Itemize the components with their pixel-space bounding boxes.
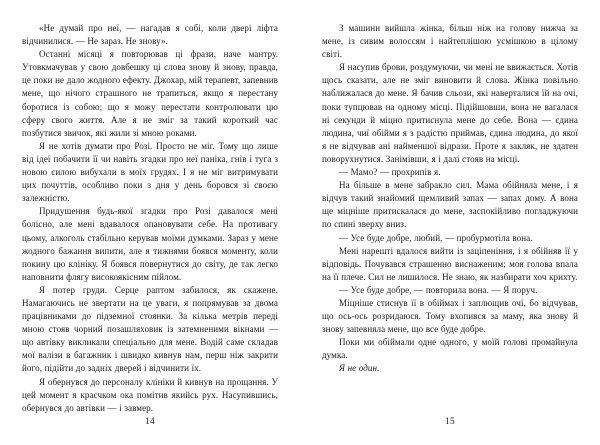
paragraph: «Не думай про неї, — нагадав я собі, коли двері ліфта відчинилися. — Не зараз. Не знову». bbox=[22, 23, 278, 47]
paragraph-dialogue: — Усе буде добре, любий, — пробурмотіла вона. bbox=[339, 232, 533, 243]
paragraph: На більше в мене забракло сил. Мама обійняла мене, і я відчув такий знайомий щемливий запах — запах дому. А вона ще міцніше притискалася до мене, заспокійливо погладжуючи по спині зверху вниз. bbox=[322, 180, 578, 230]
paragraph: Останні місяці я повторював ці фрази, наче мантру. Утовкмачував у свою довбешку ці слова знову й знову, правда, це поки не дало жодного ефекту. Джохар, мій терапевт, запевнив мене, що нічого страшного не трапиться, якщо я перестану боротися із собою; що я можу перестати контролювати цю сферу свого життя. Але я не зміг за такий короткий час позбутися звичок, які жили зі мною роками. bbox=[22, 49, 278, 138]
paragraph: Я потер груди. Серце раптом забилося, як скажене. Намагаючись не звертати на це уваги, я попрямував за двома працівниками до підземної стоянки. За кілька метрів переді мною стояв чорний позашляховик із затемненими вікнами — що автівку викликали спеціально для мене. Водій саме складав мої валізи в багажник і швидко кивнув нам, перш ніж закрити його, підійти до задніх дверей і відчинити їх. bbox=[22, 284, 278, 374]
paragraph: Мені нарешті вдалося вийти із заціпеніння, і я обійняв її у відповідь. Почувався страшенно виснаженим; моя голова впала на її плече. Сил не лишилося. Не знаю, як назбирати хоч крихту. bbox=[322, 245, 578, 282]
page-left-text-block bbox=[22, 22, 278, 415]
paragraph: З машини вийшла жінка, більш ніж на голову нижча за мене, із сивим волоссям і найтеплішою усмішкою в цілому світі. bbox=[322, 23, 578, 60]
page-right bbox=[300, 0, 600, 445]
paragraph: Я насупив брови, роздумуючи, чи мені не ввижається. Хотів щось сказати, але не зміг виновити й слова. Жінка повільно наближалася до мене. Я бачив сльози, які наверталися їй на очі, поки тупцював на одному місці. Підійшовши, вона не вагалася ні секунди й міцно притиснула мене до себе. Вона — єдина людина, чиї обійми я з радістю приймав, єдина людина, до якої я не відчував ані найменшої відрази. Проте я закляк, не здатен поворухнутися. Занімівши, я і далі стояв на місці. bbox=[322, 62, 578, 164]
page-number-right: 15 bbox=[445, 417, 455, 427]
paragraph-dialogue: — Усе буде добре, — повторила вона. — Я поруч. bbox=[339, 284, 538, 295]
paragraph: Я не хотів думати про Розі. Просто не міг. Тому що лише від ідеї побачити її чи навіть згадки про неї паніка, гнів і туга з новою силою вибухали в моїх грудях. І я не міг витримувати цих почуттів, особливо поки з дня у день боровся зі своєю залежністю. bbox=[22, 140, 278, 204]
paragraph: Міцніше стиснув її в обіймах і заплющив очі, бо відчував, що ось-ось розридаюся. Тому вхопився за маму, яка знову й знову запевняла мене, що все буде добре. bbox=[322, 297, 578, 335]
paragraph: Поки ми обіймали одне одного, у моїй голові промайнула думка. bbox=[322, 337, 578, 361]
paragraph: Я обернувся до персоналу клініки й кивнув на прощання. У цей момент я краєчком ока помітив якийсь рух. Насупившись, обернувся до автівки — і завмер. bbox=[22, 376, 278, 413]
paragraph-dialogue: — Мамо? — прохрипів я. bbox=[339, 167, 441, 178]
page-right-text-block bbox=[322, 22, 578, 376]
paragraph: Придушення будь-якої згадки про Розі давалося мені болісно, але мені вдавалося опановувати себе. На противагу цьому, алкоголь стабільно керував моїми думками. Зараз у мене жодного бажання випити, але я тижнями боявся моменту, коли покину цю клініку. Я боявся повернутися до світу, де так легко наповнити флягу високоякісним пійлом. bbox=[22, 206, 278, 282]
paragraph-italic: Я не один. bbox=[339, 363, 380, 374]
page-number-left: 14 bbox=[145, 417, 155, 427]
